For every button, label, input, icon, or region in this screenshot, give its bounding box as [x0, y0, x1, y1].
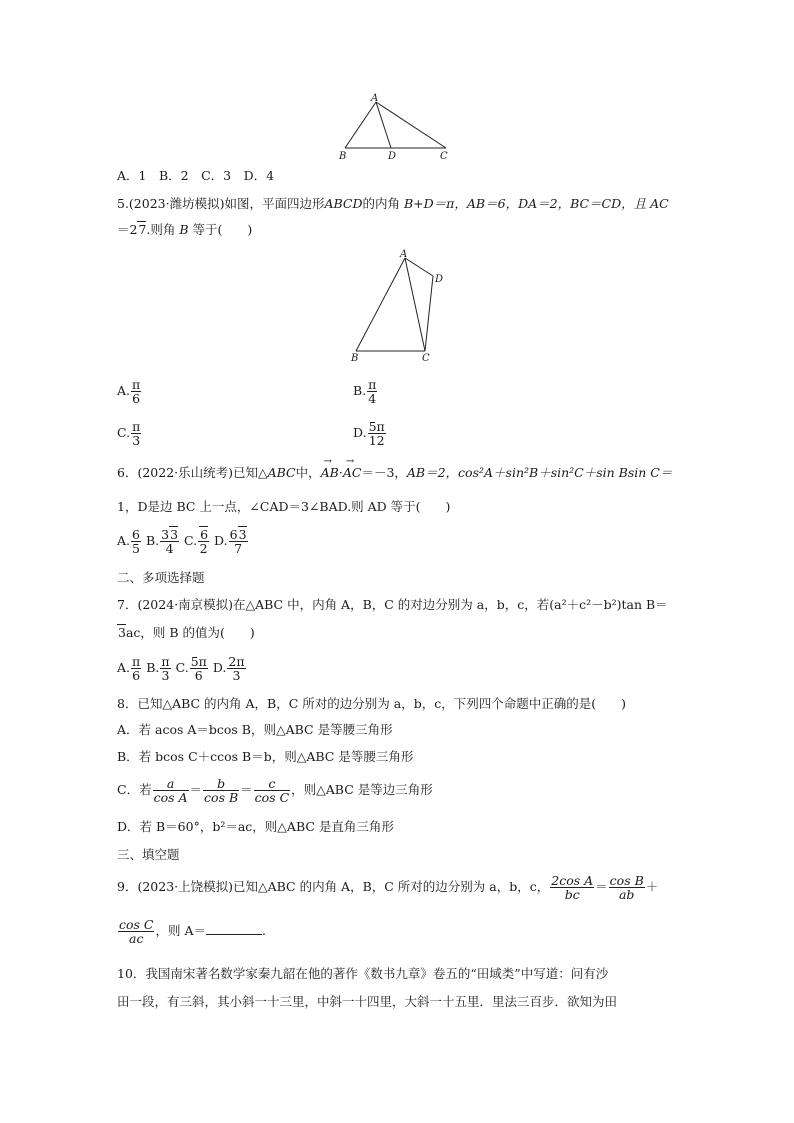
vertex-label-d: D — [388, 151, 397, 162]
q4-options: A．1 B．2 C．3 D．4 — [117, 168, 275, 183]
q5-option-c-label: C. — [117, 425, 131, 440]
q6-prefix: 6．(2022·乐山统考)已知△ — [117, 465, 268, 480]
q10-line2: 田一段，有三斜，其小斜一十三里，中斜一十四里，大斜一十五里．里法三百步．欲知为田 — [117, 994, 618, 1009]
q6-options — [117, 528, 249, 555]
triangle-abd-figure — [336, 92, 460, 162]
q6-option-a-label: A. — [117, 533, 131, 548]
q6-vector-ac: → AC — [343, 465, 362, 481]
q5-option-a-frac: $\frac{\pi}{6}$ — [132, 377, 141, 406]
q6-option-b-label: B. — [145, 533, 160, 548]
q6-stem-line2: 1，D是边 BC 上一点，∠CAD＝3∠BAD.则 AD 等于( ) — [117, 499, 451, 514]
q6-eq: ＝－3， — [361, 465, 407, 480]
q6-option-c-label: C. — [184, 533, 198, 548]
q8-frac-b: $\frac{b}{\text{cos B}}$ — [204, 776, 239, 805]
q9-frac-3: $\frac{\text{cos C}}{ac}$ — [119, 917, 154, 946]
q8-option-d: D．若 B＝60°，b²＝ac，则△ABC 是直角三角形 — [117, 819, 394, 834]
q6-option-d-label: D. — [214, 533, 228, 548]
q6-stem-line1 — [117, 465, 672, 481]
q5-option-b — [353, 378, 378, 405]
q6-abc: ABC — [267, 465, 296, 480]
vertex-label-c: C — [440, 151, 448, 162]
q7-option-d-frac: $\frac{2\pi}{3}$ — [228, 654, 245, 683]
q6-option-a-frac: $\frac{6}{5}$ — [132, 527, 140, 556]
q6-vector-ab: → AB — [321, 465, 339, 481]
q5-option-d — [353, 420, 387, 447]
q5-option-c-frac: $\frac{\pi}{3}$ — [132, 419, 141, 448]
quad-label-a: A — [400, 249, 408, 260]
q6-option-c-frac: $\frac{6}{2}$ — [199, 527, 209, 556]
q8-option-a: A．若 acos A＝bcos B，则△ABC 是等腰三角形 — [117, 722, 393, 737]
vertex-label-a: A — [371, 93, 379, 104]
q7-line2: ac，则 B 的值为( ) — [125, 625, 255, 640]
q6-option-d-frac: $\frac{63}{7}$ — [229, 527, 247, 556]
q5-stem-line2 — [117, 222, 252, 238]
q7-options: A. $\frac{\pi}{6}$ B. $\frac{\pi}{3}$ C. $\frac{5\pi}{6}$ D. $\frac{2\pi}{3}$ — [117, 654, 245, 683]
q5-ac: AC — [650, 196, 669, 211]
q5-line2-end: 等于( ) — [192, 222, 253, 237]
section-heading-multiple-choice: 二、多项选择题 — [117, 570, 205, 585]
q8-stem: 8．已知△ABC 的内角 A，B，C 所对的边分别为 a，b，c，下列四个命题中正确的是( ) — [117, 696, 626, 711]
q7-stem-line2 — [117, 625, 255, 641]
q5-option-d-label: D. — [353, 425, 367, 440]
q8-option-c: C．若 $\frac{a}{\text{cos A}}$ ＝ $\frac{b}{\text{cos B}}$ ＝ $\frac{c}{\text{cos C}}$ ，则△ABC 是等边三角形 — [117, 776, 433, 805]
q9-stem-line1: 9．(2023·上饶模拟)已知△ABC 的内角 A，B，C 所对的边分别为 a，b，c， $\frac{\text{2cos A}}{bc}$ ＝ $\frac{\text{cos B}}{ab}$ ＋ — [117, 873, 659, 902]
q9-frac-1: $\frac{\text{2cos A}}{bc}$ — [551, 873, 594, 902]
q8-frac-a: $\frac{a}{\text{cos A}}$ — [153, 776, 188, 805]
q6-condition: AB＝2，cos²A＋sin²B＋sin²C＋sin Bsin C＝ — [406, 465, 673, 480]
section-heading-fill-in: 三、填空题 — [117, 847, 180, 862]
q5-line2-pre: ＝2 — [117, 222, 138, 237]
q5-stem-line1 — [117, 196, 669, 212]
q5-option-c — [117, 420, 142, 447]
q10-line1: 10．我国南宋著名数学家秦九韶在他的著作《数书九章》卷五的“田域类”中写道：问有沙 — [117, 966, 609, 981]
q7-sqrt: 3 — [118, 625, 126, 640]
q6-dot: · — [338, 465, 343, 480]
q7-option-b-frac: $\frac{\pi}{3}$ — [161, 654, 170, 683]
q5-option-d-frac: $\frac{5\pi}{12}$ — [368, 419, 385, 448]
q5-eq: B+D＝π，AB＝6，DA＝2，BC＝CD，且 — [404, 196, 647, 211]
q7-option-a-frac: $\frac{\pi}{6}$ — [132, 654, 141, 683]
q9-answer-blank[interactable] — [206, 922, 262, 935]
q8-option-b: B．若 bcos C＋ccos B＝b，则△ABC 是等腰三角形 — [117, 749, 414, 764]
q6-option-b-frac: $\frac{33}{4}$ — [161, 527, 179, 556]
vertex-label-b: B — [339, 151, 347, 162]
q6-mid: 中， — [295, 465, 321, 480]
q5-option-a — [117, 378, 142, 405]
q7-option-c-frac: $\frac{5\pi}{6}$ — [190, 654, 207, 683]
q9-frac-2: $\frac{\text{cos B}}{ab}$ — [609, 873, 644, 902]
q7-stem-line1: 7．(2024·南京模拟)在△ABC 中，内角 A，B，C 的对边分别为 a，b，c，若(a²＋c²－b²)tan B＝ — [117, 597, 668, 612]
q8-frac-c: $\frac{c}{\text{cos C}}$ — [254, 776, 290, 805]
q5-option-b-label: B. — [353, 383, 367, 398]
q5-line2-mid: .则角 — [146, 222, 176, 237]
q5-prefix: 5.(2023·潍坊模拟)如图，平面四边形 — [117, 196, 325, 211]
q5-rad: 7 — [138, 222, 147, 237]
q5-b: B — [179, 222, 189, 237]
quad-label-b: B — [351, 353, 359, 364]
q5-option-b-frac: $\frac{\pi}{4}$ — [368, 377, 377, 406]
q5-mid: 的内角 — [362, 196, 401, 211]
quad-label-c: C — [422, 353, 430, 364]
quadrilateral-abcd-figure — [345, 248, 455, 366]
quad-label-d: D — [435, 274, 444, 285]
q5-option-a-label: A. — [117, 383, 131, 398]
q9-stem-line2: $\frac{\text{cos C}}{ac}$ ，则 A＝ . — [119, 917, 266, 946]
q5-quad: ABCD — [324, 196, 363, 211]
